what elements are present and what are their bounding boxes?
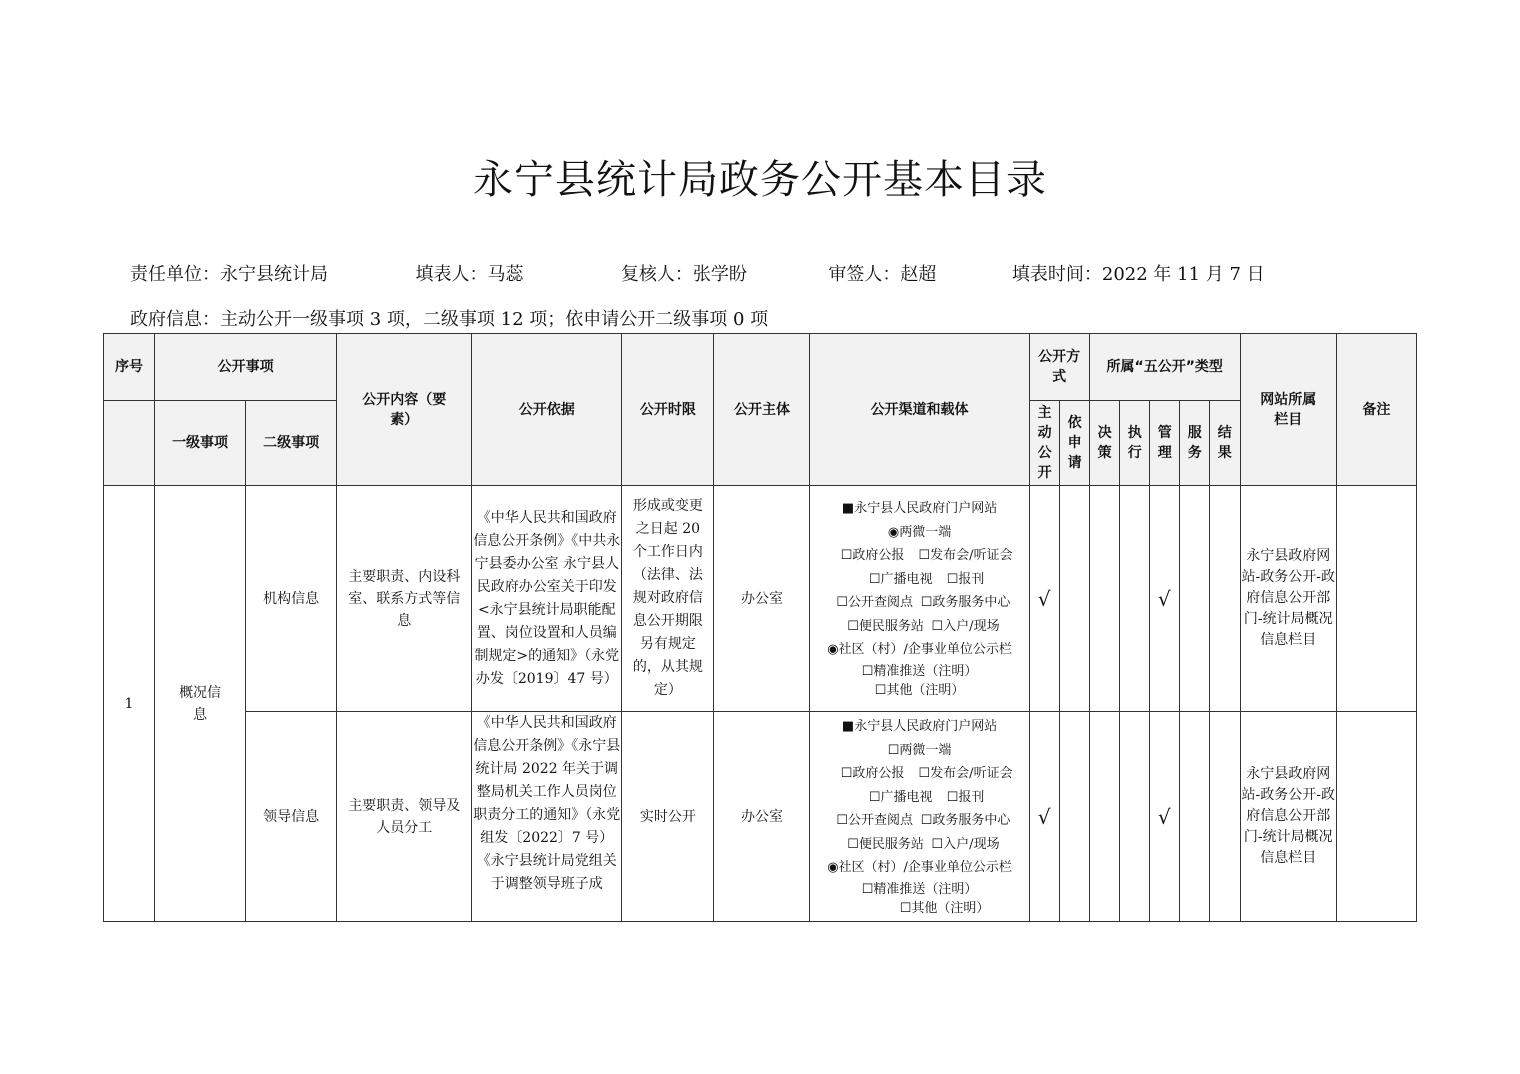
mode-active-check: √ [1029, 486, 1059, 712]
header-seq: 序号 [104, 334, 155, 401]
channel-option: ■永宁县人民政府门户网站 [841, 719, 998, 735]
five-manage-check: √ [1149, 712, 1179, 922]
channel-option: ☐其他（注明） [899, 900, 990, 916]
header-five-exec: 执行 [1119, 401, 1149, 486]
header-five-service: 服务 [1179, 401, 1209, 486]
header-item: 公开事项 [155, 334, 337, 401]
header-mode-active: 主动公开 [1029, 401, 1059, 486]
header-five-manage: 管理 [1149, 401, 1179, 486]
channel-option: ☐发布会/听证会 [918, 766, 1013, 782]
catalog-table [103, 333, 1417, 922]
header-deadline: 公开时限 [622, 334, 714, 486]
row-basis: 《中华人民共和国政府信息公开条例》《永宁县统计局 2022 年关于调整局机关工作人员岗位职责分工的通知》（永党组发〔2022〕7 号）《永宁县统计局党组关于调整领导班子成 [472, 712, 622, 922]
table-row [104, 712, 1417, 922]
header-five-result: 结果 [1209, 401, 1240, 486]
channel-option: ☐其他（注明） [874, 682, 965, 698]
header-note: 备注 [1336, 334, 1416, 486]
header-content: 公开内容（要素） [337, 334, 472, 486]
five-result-cell [1209, 712, 1240, 922]
header-five-decision: 决策 [1089, 401, 1119, 486]
channel-option: ☐广播电视 [868, 789, 933, 805]
row-deadline: 形成或变更之日起 20 个工作日内（法律、法规对政府信息公开期限另有规定的，从其规定） [622, 486, 714, 712]
row-subject: 办公室 [714, 712, 810, 922]
channel-option: ☐广播电视 [868, 571, 933, 587]
channel-option: ☐政府公报 [840, 766, 905, 782]
row-level2: 领导信息 [246, 712, 337, 922]
header-five: 所属“五公开”类型 [1089, 334, 1240, 401]
five-service-cell [1179, 486, 1209, 712]
mode-active-check: √ [1029, 712, 1059, 922]
channel-option: ☐公开查阅点 [836, 813, 914, 829]
row-basis: 《中华人民共和国政府信息公开条例》《中共永宁县委办公室 永宁县人民政府办公室关于印发<永宁县统计局职能配置、岗位设置和人员编制规定>的通知》（永党办发〔2019〕47 号） [472, 486, 622, 712]
mode-apply-cell [1059, 486, 1089, 712]
header-site: 网站所属栏目 [1240, 334, 1336, 486]
header-seq-blank [104, 401, 155, 486]
five-exec-cell [1119, 712, 1149, 922]
summary-line: 政府信息：主动公开一级事项 3 项，二级事项 12 项；依申请公开二级事项 0 项 [130, 309, 769, 330]
channel-option: ◉两微一端 [887, 524, 952, 540]
channel-option: ◉社区（村）/企事业单位公示栏 [827, 860, 1012, 876]
header-subject: 公开主体 [714, 334, 810, 486]
responsible-unit: 责任单位：永宁县统计局 [130, 264, 328, 285]
row-channels [810, 486, 1029, 712]
page-title: 永宁县统计局政务公开基本目录 [473, 157, 1047, 203]
channel-option: ☐入户/现场 [931, 618, 1000, 634]
table-row [104, 486, 1417, 712]
channel-option: ☐政务服务中心 [920, 813, 1011, 829]
channel-option: ☐便民服务站 [847, 836, 924, 852]
row-deadline: 实时公开 [622, 712, 714, 922]
channel-option: ☐精准推送（注明） [861, 881, 978, 897]
five-exec-cell [1119, 486, 1149, 712]
channel-option: ☐报刊 [946, 789, 985, 805]
five-manage-check: √ [1149, 486, 1179, 712]
header-level2: 二级事项 [246, 401, 337, 486]
channel-option: ◉社区（村）/企事业单位公示栏 [827, 642, 1012, 658]
five-decision-cell [1089, 486, 1119, 712]
five-service-cell [1179, 712, 1209, 922]
channel-option: ☐公开查阅点 [836, 595, 914, 611]
row-note [1336, 486, 1416, 712]
row-site: 永宁县政府网站-政务公开-政府信息公开部门-统计局概况信息栏目 [1240, 486, 1336, 712]
mode-apply-cell [1059, 712, 1089, 922]
approver: 审签人：赵超 [828, 264, 937, 285]
five-decision-cell [1089, 712, 1119, 922]
row-content: 主要职责、内设科室、联系方式等信息 [337, 486, 472, 712]
header-level1: 一级事项 [155, 401, 246, 486]
channel-option: ☐报刊 [946, 571, 985, 587]
row-level1: 概况信息 [155, 486, 246, 922]
fill-date: 填表时间：2022 年 11 月 7 日 [1011, 264, 1265, 285]
five-result-cell [1209, 486, 1240, 712]
row-subject: 办公室 [714, 486, 810, 712]
header-mode: 公开方式 [1029, 334, 1089, 401]
channel-option: ☐便民服务站 [847, 618, 924, 634]
filler: 填表人：马蕊 [415, 264, 524, 285]
row-note [1336, 712, 1416, 922]
channel-option: ☐精准推送（注明） [861, 663, 978, 679]
row-site: 永宁县政府网站-政务公开-政府信息公开部门-统计局概况信息栏目 [1240, 712, 1336, 922]
channel-option: ☐两微一端 [887, 742, 952, 758]
channel-option: ☐入户/现场 [931, 836, 1000, 852]
row-channels [810, 712, 1029, 922]
meta-line [130, 260, 1265, 286]
row-content: 主要职责、领导及人员分工 [337, 712, 472, 922]
channel-option: ☐发布会/听证会 [918, 548, 1013, 564]
header-channel: 公开渠道和载体 [810, 334, 1029, 486]
row-seq: 1 [104, 486, 155, 922]
header-mode-apply: 依申请 [1059, 401, 1089, 486]
channel-option: ☐政务服务中心 [920, 595, 1011, 611]
reviewer: 复核人：张学盼 [620, 264, 747, 285]
channel-option: ☐政府公报 [840, 548, 905, 564]
channel-option: ■永宁县人民政府门户网站 [841, 501, 998, 517]
row-level2: 机构信息 [246, 486, 337, 712]
header-basis: 公开依据 [472, 334, 622, 486]
